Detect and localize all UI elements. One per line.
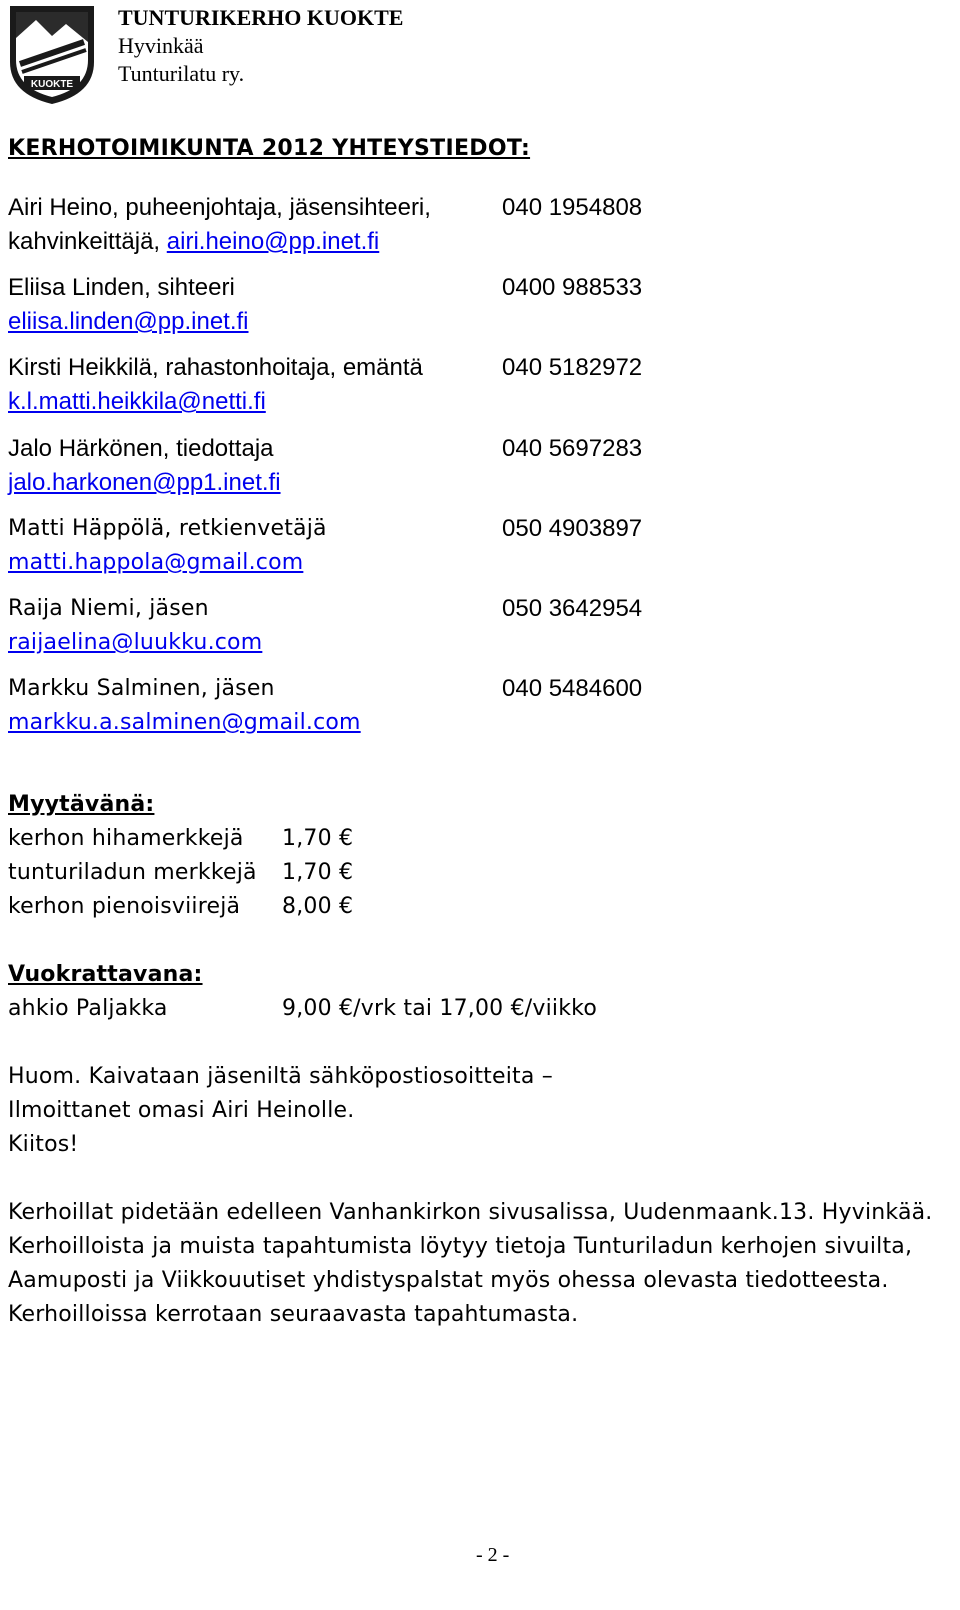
note-line-2: Ilmoittanet omasi Airi Heinolle. [8, 1098, 355, 1123]
contact-email-link[interactable]: raijaelina@luukku.com [8, 630, 263, 655]
sale-item-price: 1,70 € [282, 860, 354, 885]
contact-email-line [8, 468, 281, 498]
contact-phone: 040 1954808 [502, 194, 643, 221]
footer-line: Kerhoilloissa kerrotaan seuraavasta tapahtumasta. [8, 1302, 579, 1327]
contact-email-link[interactable]: markku.a.salminen@gmail.com [8, 710, 361, 735]
sale-item-label: kerhon hihamerkkejä [8, 826, 244, 851]
contact-phone: 040 5484600 [502, 675, 643, 702]
page-number: - 2 - [476, 1544, 510, 1566]
sale-heading: Myytävänä: [8, 792, 155, 817]
contact-email-link[interactable]: jalo.harkonen@pp1.inet.fi [8, 469, 281, 496]
contact-email-line [8, 307, 249, 337]
contact-name-role: Jalo Härkönen, tiedottaja [8, 435, 274, 462]
note-line-1 [8, 1062, 553, 1092]
contact-name-role: Markku Salminen, jäsen [8, 676, 275, 701]
logo-text: KUOKTE [30, 79, 74, 90]
footer-line: Aamuposti ja Viikkouutiset yhdistyspalstat myös ohessa olevasta tiedotteesta. [8, 1268, 889, 1293]
rent-heading: Vuokrattavana: [8, 962, 203, 987]
note-prefix: Huom. [8, 1064, 89, 1089]
contact-email-line [8, 387, 266, 417]
page-title: KERHOTOIMIKUNTA 2012 YHTEYSTIEDOT: [8, 136, 531, 161]
contact-email-link[interactable]: matti.happola@gmail.com [8, 550, 304, 575]
contact-name-role: Eliisa Linden, sihteeri [8, 274, 235, 301]
sale-item-price: 1,70 € [282, 826, 354, 851]
footer-line: Kerhoilloista ja muista tapahtumista löytyy tietoja Tunturiladun kerhojen sivuilta, [8, 1234, 913, 1259]
rent-item: ahkio Paljakka [8, 996, 168, 1021]
note-request: Kaivataan jäseniltä sähköpostiosoitteita – [88, 1064, 553, 1089]
sale-item-label: kerhon pienoisviirejä [8, 894, 241, 919]
contact-phone: 0400 988533 [502, 274, 643, 301]
club-logo [6, 2, 98, 106]
rent-price: 9,00 €/vrk tai 17,00 €/viikko [282, 996, 597, 1021]
contact-phone: 050 3642954 [502, 595, 643, 622]
org-city: Hyvinkää [118, 33, 204, 58]
contact-phone: 050 4903897 [502, 515, 643, 542]
contact-email-line [8, 708, 361, 738]
footer-line: Kerhoillat pidetään edelleen Vanhankirkon sivusalissa, Uudenmaank.13. Hyvinkää. [8, 1200, 933, 1225]
sale-item-price: 8,00 € [282, 894, 354, 919]
contact-name-role: Matti Häppölä, retkienvetäjä [8, 516, 327, 541]
org-parent: Tunturilatu ry. [118, 61, 245, 86]
contact-name-role: Airi Heino, puheenjohtaja, jäsensihteeri, [8, 194, 431, 221]
sale-item-label: tunturiladun merkkejä [8, 860, 257, 885]
contact-phone: 040 5182972 [502, 354, 643, 381]
contact-email-line [8, 628, 262, 658]
contact-name-role: Kirsti Heikkilä, rahastonhoitaja, emäntä [8, 354, 423, 381]
org-name: TUNTURIKERHO KUOKTE [118, 5, 404, 30]
contact-phone: 040 5697283 [502, 435, 643, 462]
contact-email-link[interactable]: eliisa.linden@pp.inet.fi [8, 308, 249, 335]
contact-role-cont: kahvinkeittäjä, [8, 228, 167, 255]
contact-email-line [8, 548, 303, 578]
contact-email-line [8, 227, 379, 257]
contact-email-link[interactable]: k.l.matti.heikkila@netti.fi [8, 388, 266, 415]
contact-email-link[interactable]: airi.heino@pp.inet.fi [166, 228, 380, 255]
note-line-3: Kiitos! [8, 1132, 79, 1157]
contact-name-role: Raija Niemi, jäsen [8, 596, 209, 621]
